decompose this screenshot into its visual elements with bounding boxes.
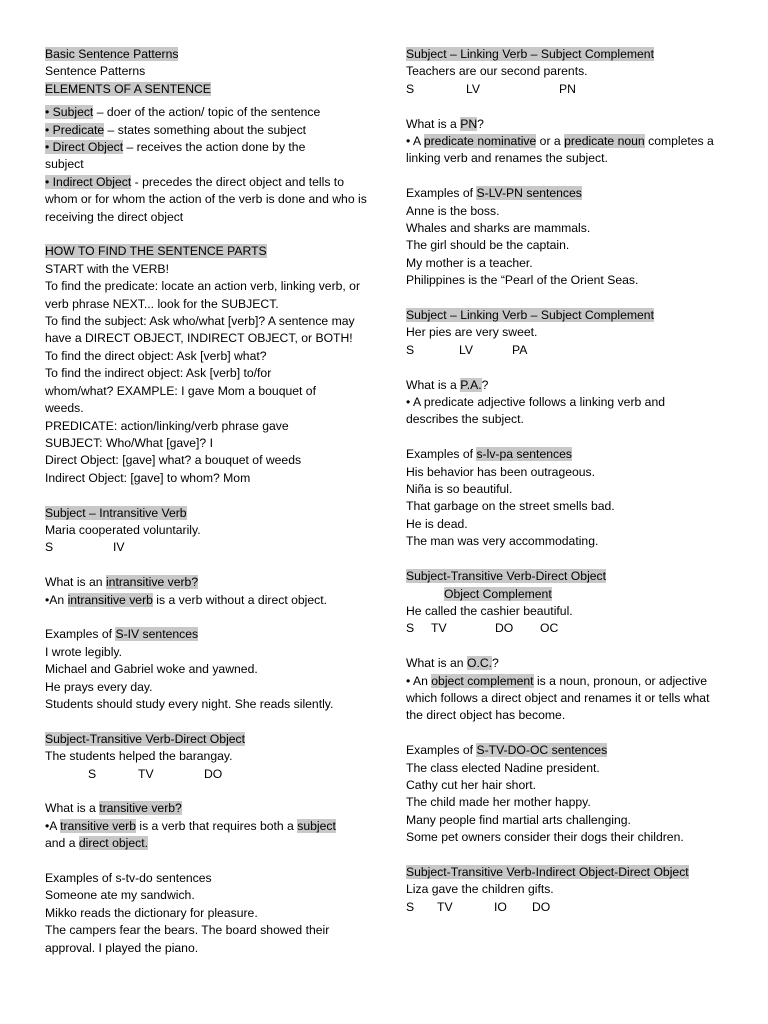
stviodo-heading: Subject-Transitive Verb-Indirect Object-Direct Object	[406, 864, 689, 879]
siv-examples-heading: Examples of S-IV sentences	[45, 627, 199, 642]
slvpn-example-item: Whales and sharks are mammals.	[406, 221, 591, 236]
slvpn-examples-heading: Examples of S-LV-PN sentences	[406, 186, 582, 201]
find-line: PREDICATE: action/linking/verb phrase gave	[45, 418, 289, 433]
siv-question: What is an intransitive verb?	[45, 575, 199, 590]
document-subtitle: Sentence Patterns	[45, 64, 146, 79]
find-line: SUBJECT: Who/What [gave]? I	[45, 435, 213, 450]
stvdooc-question: What is an O.C.?	[406, 656, 499, 671]
slvpa-definition: • A predicate adjective follows a linking verb and describes the subject.	[406, 395, 666, 427]
slvpn-question: What is a PN?	[406, 116, 484, 131]
element-item-predicate: • Predicate – states something about the subject	[45, 122, 307, 137]
slvpn-example-item: My mother is a teacher.	[406, 255, 533, 270]
siv-example-item: Students should study every night. She reads silently.	[45, 696, 334, 711]
stvdo-definition-cont: and a direct object.	[45, 836, 148, 851]
stvdo-example-item: The campers fear the bears. The board showed their approval. I played the piano.	[45, 923, 330, 955]
element-item-indirect-object: • Indirect Object - precedes the direct object and tells to whom or for whom the action of the verb is done and who is receiving the direct object	[45, 174, 367, 224]
slvpn-labels: S LV PN	[406, 81, 576, 96]
slvpa-example-item: He is dead.	[406, 516, 468, 531]
stvdo-example-item: Mikko reads the dictionary for pleasure.	[45, 905, 258, 920]
stvdooc-example: He called the cashier beautiful.	[406, 603, 573, 618]
find-line: Indirect Object: [gave] to whom? Mom	[45, 470, 251, 485]
stvdooc-heading: Subject-Transitive Verb-Direct Object	[406, 569, 607, 584]
stvdooc-heading-cont: Object Complement	[444, 586, 552, 601]
stvdooc-example-item: Some pet owners consider their dogs their children.	[406, 830, 684, 845]
find-line: START with the VERB!	[45, 261, 169, 276]
slvpn-example-item: Philippines is the “Pearl of the Orient Seas.	[406, 273, 639, 288]
stvdooc-example-item: The child made her mother happy.	[406, 795, 591, 810]
stvdooc-example-item: Many people find martial arts challenging.	[406, 812, 631, 827]
stvdooc-example-item: The class elected Nadine president.	[406, 760, 600, 775]
find-line: To find the subject: Ask who/what [verb]? A sentence may have a DIRECT OBJECT, INDIRECT OBJECT, or BOTH!	[45, 314, 355, 346]
slvpn-definition: • A predicate nominative or a predicate noun completes a linking verb and renames the subject.	[406, 134, 714, 166]
stvdo-heading: Subject-Transitive Verb-Direct Object	[45, 731, 246, 746]
find-line: To find the predicate: locate an action verb, linking verb, or verb phrase NEXT... look for the SUBJECT.	[45, 279, 361, 311]
slvpa-question: What is a P.A.?	[406, 377, 489, 392]
stvdooc-definition: • An object complement is a noun, pronoun, or adjective which follows a direct object and renames it or tells what the direct object has become.	[406, 673, 710, 723]
stvdooc-examples-heading: Examples of S-TV-DO-OC sentences	[406, 743, 608, 758]
siv-example-item: He prays every day.	[45, 679, 153, 694]
slvpa-heading: Subject – Linking Verb – Subject Complement	[406, 308, 654, 323]
stvdo-question: What is a transitive verb?	[45, 801, 182, 816]
slvpn-example: Teachers are our second parents.	[406, 64, 588, 79]
slvpa-example-item: Niña is so beautiful.	[406, 482, 513, 497]
element-item-direct-object: • Direct Object – receives the action done by the subject	[45, 140, 306, 172]
element-item-subject: • Subject – doer of the action/ topic of the sentence	[45, 105, 321, 120]
find-parts-heading: HOW TO FIND THE SENTENCE PARTS	[45, 244, 267, 259]
stviodo-example: Liza gave the children gifts.	[406, 882, 554, 897]
stvdo-example: The students helped the barangay.	[45, 749, 233, 764]
siv-labels: S IV	[45, 540, 125, 555]
slvpa-example-item: His behavior has been outrageous.	[406, 464, 596, 479]
stvdooc-example-item: Cathy cut her hair short.	[406, 777, 537, 792]
stvdo-definition: •A transitive verb is a verb that requires both a subject	[45, 818, 336, 833]
siv-definition: •An intransitive verb is a verb without a direct object.	[45, 592, 328, 607]
slvpa-example-item: That garbage on the street smells bad.	[406, 499, 615, 514]
slvpn-example-item: Anne is the boss.	[406, 203, 500, 218]
find-line: Direct Object: [gave] what? a bouquet of weeds	[45, 453, 302, 468]
slvpn-heading: Subject – Linking Verb – Subject Complement	[406, 47, 654, 61]
find-line: To find the direct object: Ask [verb] what?	[45, 348, 267, 363]
stvdooc-labels: S TV DO OC	[406, 621, 559, 636]
document-title: Basic Sentence Patterns	[45, 47, 179, 61]
slvpa-example-item: The man was very accommodating.	[406, 534, 599, 549]
slvpa-example: Her pies are very sweet.	[406, 325, 538, 340]
stvdo-labels: S TV DO	[88, 766, 223, 781]
slvpa-examples-heading: Examples of s-lv-pa sentences	[406, 447, 572, 462]
right-column	[406, 46, 726, 916]
slvpn-example-item: The girl should be the captain.	[406, 238, 570, 253]
siv-example: Maria cooperated voluntarily.	[45, 522, 201, 537]
stvdo-example-item: Someone ate my sandwich.	[45, 888, 195, 903]
find-line: To find the indirect object: Ask [verb] to/for whom/what? EXAMPLE: I gave Mom a bouquet of weeds.	[45, 366, 316, 416]
siv-example-item: Michael and Gabriel woke and yawned.	[45, 662, 258, 677]
left-column	[45, 46, 370, 957]
slvpa-labels: S LV PA	[406, 342, 528, 357]
elements-heading: ELEMENTS OF A SENTENCE	[45, 81, 211, 96]
stviodo-labels: S TV IO DO	[406, 899, 551, 914]
siv-example-item: I wrote legibly.	[45, 644, 122, 659]
stvdo-examples-heading: Examples of s-tv-do sentences	[45, 870, 212, 885]
siv-heading: Subject – Intransitive Verb	[45, 505, 187, 520]
